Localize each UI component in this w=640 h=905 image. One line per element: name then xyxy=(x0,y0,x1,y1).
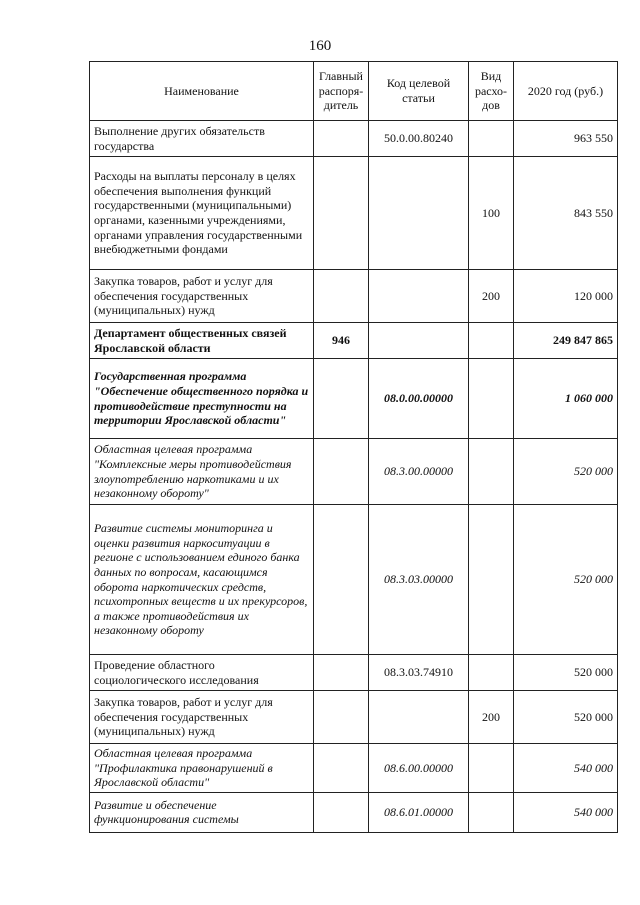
row-main-manager-cell xyxy=(314,157,369,270)
table-row xyxy=(90,792,618,832)
row-expense-kind-cell: 200 xyxy=(469,691,514,744)
table-header-row xyxy=(90,62,618,121)
row-expense-kind-cell: 200 xyxy=(469,270,514,323)
row-main-manager-cell xyxy=(314,792,369,832)
row-name-cell: Развитие и обеспечение функционирования системы xyxy=(90,792,314,832)
row-expense-kind-cell xyxy=(469,505,514,655)
table-row xyxy=(90,323,618,359)
row-target-code-cell: 08.3.03.74910 xyxy=(369,655,469,691)
row-main-manager-cell: 946 xyxy=(314,323,369,359)
row-amount-cell: 520 000 xyxy=(514,439,618,505)
row-main-manager-cell xyxy=(314,121,369,157)
row-name-cell: Развитие системы мониторинга и оценки развития наркоситуации в регионе с использованием единого банка данных по вопросам, касающимся оборота наркотических средств, психотропных веществ и их прекурсоров, а также противодействия их незаконному обороту xyxy=(90,505,314,655)
row-expense-kind-cell xyxy=(469,655,514,691)
row-expense-kind-cell xyxy=(469,323,514,359)
row-target-code-cell: 50.0.00.80240 xyxy=(369,121,469,157)
row-target-code-cell: 08.0.00.00000 xyxy=(369,359,469,439)
row-main-manager-cell xyxy=(314,439,369,505)
row-expense-kind-cell xyxy=(469,792,514,832)
row-name-cell: Закупка товаров, работ и услуг для обеспечения государственных (муниципальных) нужд xyxy=(90,691,314,744)
row-amount-cell: 843 550 xyxy=(514,157,618,270)
row-amount-cell: 520 000 xyxy=(514,505,618,655)
row-expense-kind-cell xyxy=(469,744,514,793)
header-target-code: Код целевой статьи xyxy=(369,62,469,121)
row-main-manager-cell xyxy=(314,359,369,439)
row-expense-kind-cell: 100 xyxy=(469,157,514,270)
row-name-cell: Областная целевая программа "Комплексные меры противодействия злоупотреблению наркотиками и их незаконному обороту" xyxy=(90,439,314,505)
row-amount-cell: 520 000 xyxy=(514,691,618,744)
page-number: 160 xyxy=(308,38,332,54)
row-amount-cell: 540 000 xyxy=(514,744,618,793)
row-main-manager-cell xyxy=(314,691,369,744)
row-amount-cell: 963 550 xyxy=(514,121,618,157)
row-expense-kind-cell xyxy=(469,121,514,157)
table-row xyxy=(90,691,618,744)
row-amount-cell: 520 000 xyxy=(514,655,618,691)
table-row xyxy=(90,121,618,157)
row-name-cell: Закупка товаров, работ и услуг для обеспечения государственных (муниципальных) нужд xyxy=(90,270,314,323)
row-main-manager-cell xyxy=(314,270,369,323)
row-expense-kind-cell xyxy=(469,359,514,439)
row-name-cell: Проведение областного социологического исследования xyxy=(90,655,314,691)
row-target-code-cell: 08.6.00.00000 xyxy=(369,744,469,793)
row-target-code-cell xyxy=(369,270,469,323)
table-row xyxy=(90,359,618,439)
header-name: Наименование xyxy=(90,62,314,121)
row-target-code-cell: 08.3.00.00000 xyxy=(369,439,469,505)
row-main-manager-cell xyxy=(314,744,369,793)
table-row xyxy=(90,439,618,505)
header-amount-2020: 2020 год (руб.) xyxy=(514,62,618,121)
row-name-cell: Государственная программа "Обеспечение общественного порядка и противодействие преступности на территории Ярославской области" xyxy=(90,359,314,439)
header-expense-kind: Вид расхо-дов xyxy=(469,62,514,121)
row-main-manager-cell xyxy=(314,655,369,691)
row-target-code-cell xyxy=(369,157,469,270)
table-row xyxy=(90,157,618,270)
row-main-manager-cell xyxy=(314,505,369,655)
table-row xyxy=(90,655,618,691)
row-expense-kind-cell xyxy=(469,439,514,505)
table-row xyxy=(90,270,618,323)
header-main-manager: Главный распоря-дитель xyxy=(314,62,369,121)
table-row xyxy=(90,505,618,655)
table-row xyxy=(90,744,618,793)
budget-table xyxy=(89,61,618,833)
row-target-code-cell xyxy=(369,323,469,359)
row-target-code-cell: 08.6.01.00000 xyxy=(369,792,469,832)
row-name-cell: Департамент общественных связей Ярославской области xyxy=(90,323,314,359)
row-name-cell: Выполнение других обязательств государства xyxy=(90,121,314,157)
row-name-cell: Областная целевая программа "Профилактика правонарушений в Ярославской области" xyxy=(90,744,314,793)
row-amount-cell: 540 000 xyxy=(514,792,618,832)
row-target-code-cell: 08.3.03.00000 xyxy=(369,505,469,655)
row-amount-cell: 1 060 000 xyxy=(514,359,618,439)
row-amount-cell: 120 000 xyxy=(514,270,618,323)
row-name-cell: Расходы на выплаты персоналу в целях обеспечения выполнения функций государственными (муниципальными) органами, казенными учреждениями, органами управления государственными внебюджетными фондами xyxy=(90,157,314,270)
row-target-code-cell xyxy=(369,691,469,744)
row-amount-cell: 249 847 865 xyxy=(514,323,618,359)
